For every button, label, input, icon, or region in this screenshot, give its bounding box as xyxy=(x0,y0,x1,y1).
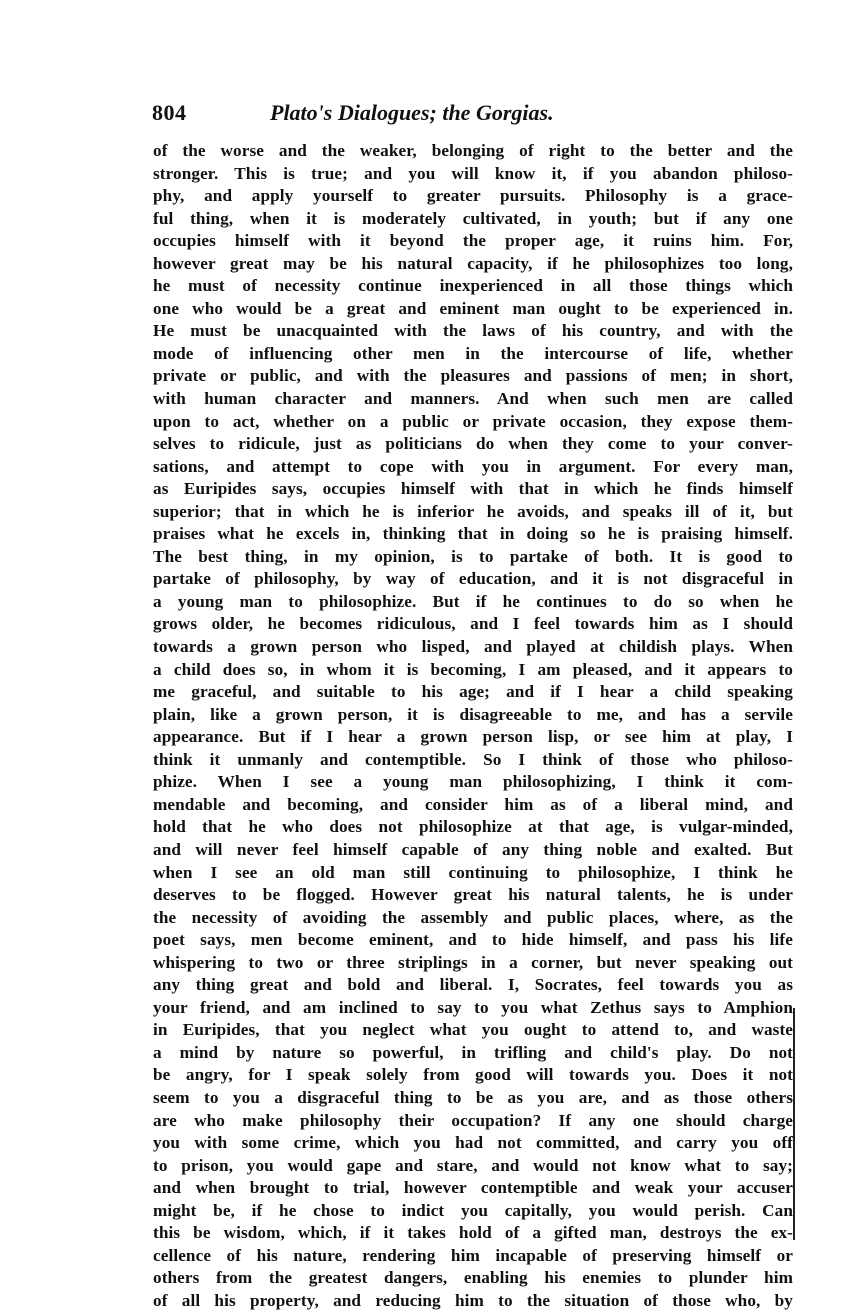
text-line: one who would be a great and eminent man ought to be experienced in. xyxy=(153,298,793,318)
text-line: a mind by nature so powerful, in trifling and child's play. Do not xyxy=(153,1042,793,1062)
text-line: me graceful, and suitable to his age; and if I hear a child speaking xyxy=(153,682,793,702)
text-line: hold that he who does not philosophize at that age, is vulgar-minded, xyxy=(153,817,793,837)
text-line: selves to ridicule, just as politicians do when they come to your conver- xyxy=(153,434,793,454)
text-line: of the worse and the weaker, belonging of right to the better and the xyxy=(153,141,793,160)
text-line: seem to you a disgraceful thing to be as you are, and as those others xyxy=(153,1087,793,1107)
text-line: superior; that in which he is inferior he avoids, and speaks ill of it, but xyxy=(153,501,793,521)
text-line: the necessity of avoiding the assembly and public places, where, as the xyxy=(153,907,793,927)
text-line: cellence of his nature, rendering him incapable of preserving himself or xyxy=(153,1245,793,1265)
text-line: with human character and manners. And when such men are called xyxy=(153,389,793,409)
body-text xyxy=(153,140,793,1312)
running-title: Plato's Dialogues; the Gorgias. xyxy=(270,100,554,125)
text-line: occupies himself with it beyond the proper age, it ruins him. For, xyxy=(153,231,793,251)
text-line: plain, like a grown person, it is disagreeable to me, and has a servile xyxy=(153,704,793,724)
text-line: The best thing, in my opinion, is to partake of both. It is good to xyxy=(153,546,793,566)
text-line: stronger. This is true; and you will know it, if you abandon philoso- xyxy=(153,163,793,183)
text-line: a young man to philosophize. But if he continues to do so when he xyxy=(153,591,793,611)
text-line: mode of influencing other men in the intercourse of life, whether xyxy=(153,343,793,363)
text-line: He must be unacquainted with the laws of his country, and with the xyxy=(153,321,793,341)
text-line: phize. When I see a young man philosophizing, I think it com- xyxy=(153,772,793,792)
page-number: 804 xyxy=(152,100,187,125)
text-line: in Euripides, that you neglect what you ought to attend to, and waste xyxy=(153,1020,793,1040)
text-line: and when brought to trial, however contemptible and weak your accuser xyxy=(153,1178,793,1198)
text-line: whispering to two or three striplings in a corner, but never speaking out xyxy=(153,952,793,972)
text-line: appearance. But if I hear a grown person lisp, or see him at play, I xyxy=(153,727,793,747)
text-line: are who make philosophy their occupation? If any one should charge xyxy=(153,1110,793,1130)
text-line: as Euripides says, occupies himself with that in which he finds himself xyxy=(153,479,793,499)
text-line: partake of philosophy, by way of education, and it is not disgraceful in xyxy=(153,569,793,589)
text-line: private or public, and with the pleasures and passions of men; in short, xyxy=(153,366,793,386)
text-line: to prison, you would gape and stare, and would not know what to say; xyxy=(153,1155,793,1175)
text-line: any thing great and bold and liberal. I, Socrates, feel towards you as xyxy=(153,975,793,995)
text-line: a child does so, in whom it is becoming, I am pleased, and it appears to xyxy=(153,659,793,679)
text-line: might be, if he chose to indict you capitally, you would perish. Can xyxy=(153,1200,793,1220)
text-line: towards a grown person who lisped, and played at childish plays. When xyxy=(153,637,793,657)
margin-rule xyxy=(793,1008,795,1240)
text-line: deserves to be flogged. However great his natural talents, he is under xyxy=(153,885,793,905)
text-line: he must of necessity continue inexperienced in all those things which xyxy=(153,276,793,296)
text-line: grows older, he becomes ridiculous, and I feel towards him as I should xyxy=(153,614,793,634)
text-line: when I see an old man still continuing to philosophize, I think he xyxy=(153,862,793,882)
text-line: mendable and becoming, and consider him as of a liberal mind, and xyxy=(153,794,793,814)
text-line: upon to act, whether on a public or private occasion, they expose them- xyxy=(153,411,793,431)
text-line: of all his property, and reducing him to the situation of those who, by xyxy=(153,1290,793,1310)
text-line: your friend, and am inclined to say to you what Zethus says to Amphion xyxy=(153,997,793,1017)
text-line: poet says, men become eminent, and to hide himself, and pass his life xyxy=(153,930,793,950)
text-line: however great may be his natural capacity, if he philosophizes too long, xyxy=(153,253,793,273)
running-head xyxy=(152,100,792,132)
text-line: you with some crime, which you had not committed, and carry you off xyxy=(153,1133,793,1153)
text-line: and will never feel himself capable of any thing noble and exalted. But xyxy=(153,839,793,859)
text-line: phy, and apply yourself to greater pursuits. Philosophy is a grace- xyxy=(153,186,793,206)
text-line: think it unmanly and contemptible. So I think of those who philoso- xyxy=(153,749,793,769)
text-line: this be wisdom, which, if it takes hold of a gifted man, destroys the ex- xyxy=(153,1223,793,1243)
text-line: praises what he excels in, thinking that in doing so he is praising himself. xyxy=(153,524,793,544)
text-line: sations, and attempt to cope with you in argument. For every man, xyxy=(153,456,793,476)
text-line: ful thing, when it is moderately cultivated, in youth; but if any one xyxy=(153,208,793,228)
text-line: be angry, for I speak solely from good will towards you. Does it not xyxy=(153,1065,793,1085)
text-line: others from the greatest dangers, enabling his enemies to plunder him xyxy=(153,1268,793,1288)
